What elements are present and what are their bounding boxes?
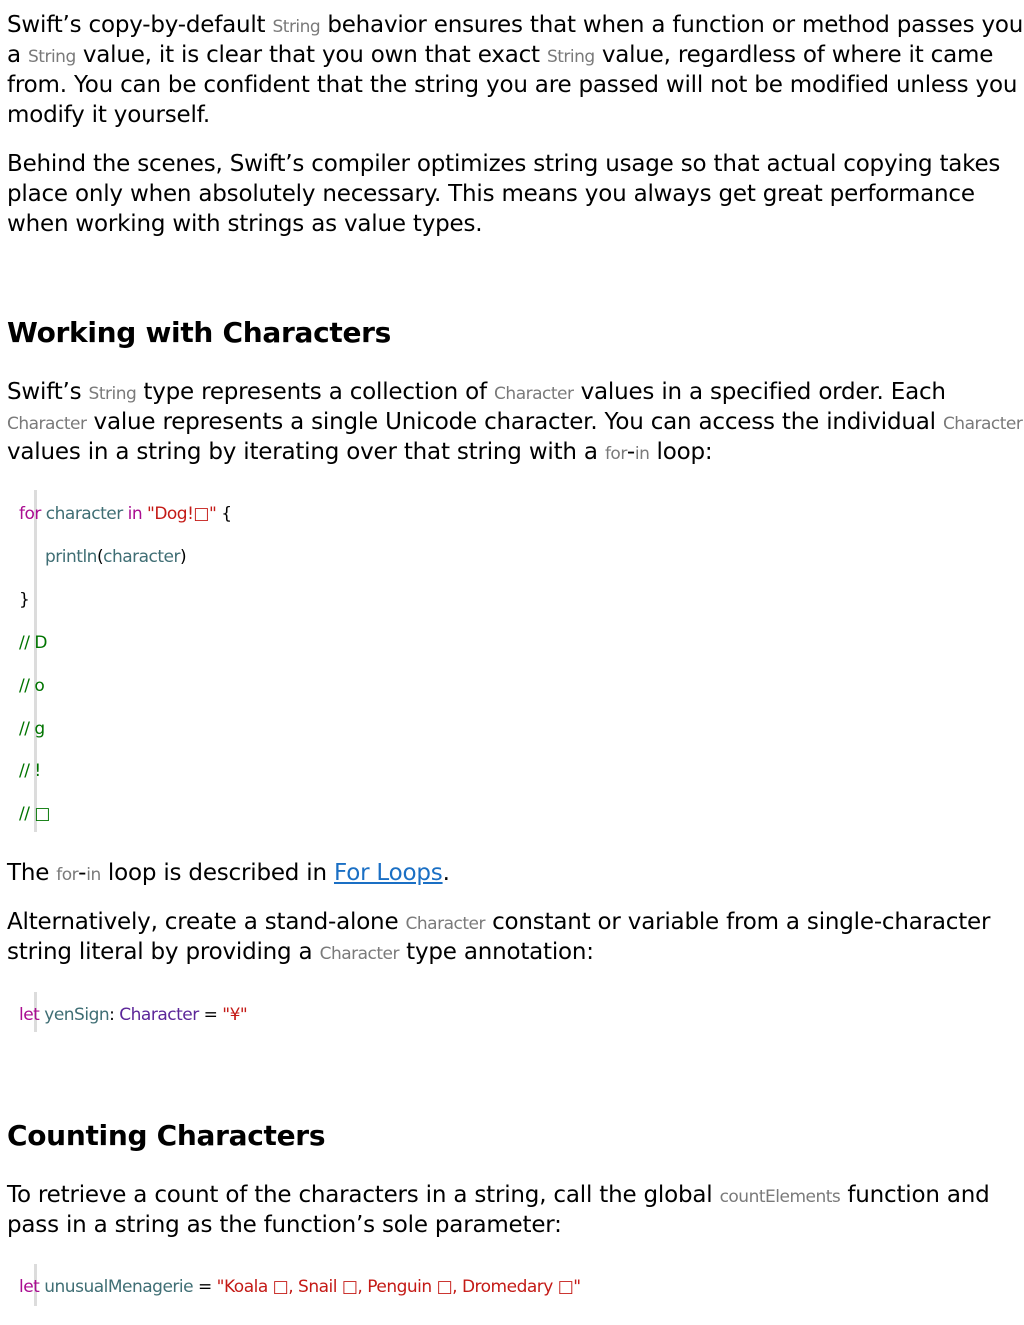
identifier: yenSign [39, 1005, 110, 1025]
section-heading-counting-characters: Counting Characters [7, 1119, 326, 1152]
keyword: let [19, 1005, 40, 1025]
code-comment: // □ [19, 804, 50, 824]
inline-code: in [634, 444, 650, 464]
paragraph-behind-scenes: Behind the scenes, Swift’s compiler optimizes string usage so that actual copying takes [7, 151, 1001, 177]
keyword: in [127, 504, 143, 524]
operator: = [193, 1277, 217, 1297]
text: Alternatively, create a stand-alone [7, 909, 406, 935]
type-name: Character [119, 1005, 199, 1025]
inline-code: for [604, 444, 627, 464]
code-comment: // D [19, 633, 47, 653]
for-loops-link[interactable]: For Loops [333, 860, 443, 886]
identifier: unusualMenagerie [39, 1277, 194, 1297]
punctuation: { [216, 504, 232, 524]
paragraph-stand-alone-character-line2 [7, 937, 594, 969]
text: Swift’s [7, 379, 89, 405]
paragraph-count-elements-line2: pass in a string as the function’s sole parameter: [7, 1212, 562, 1238]
inline-code: String [546, 47, 595, 67]
text: value, it is clear that you own that exact [75, 42, 547, 68]
code-comment: // g [19, 719, 45, 739]
function-name: println [45, 547, 97, 567]
code-comment: // ! [19, 761, 41, 781]
paragraph-for-in-loop [7, 858, 450, 890]
inline-code: Character [405, 914, 485, 934]
inline-code: String [88, 384, 137, 404]
inline-code: for [56, 865, 79, 885]
string-literal: "Koala □, Snail □, Penguin □, Dromedary □" [216, 1277, 581, 1297]
paragraph-copy-by-default-line2 [7, 40, 993, 72]
text: function and [840, 1182, 990, 1208]
inline-code: Character [942, 414, 1023, 434]
code-line [19, 1004, 247, 1026]
string-literal: "¥" [222, 1005, 248, 1025]
keyword: for [19, 504, 41, 524]
inline-code: String [272, 17, 321, 37]
inline-code: Character [7, 414, 87, 434]
text: To retrieve a count of the characters in a string, call the global [7, 1182, 720, 1208]
text: - [78, 860, 87, 886]
text: - [626, 439, 635, 465]
text: value represents a single Unicode character. You can access the individual [86, 409, 943, 435]
identifier: character [40, 504, 128, 524]
text: The [7, 860, 57, 886]
paragraph-behind-scenes-line2: place only when absolutely necessary. This means you always get great performance [7, 181, 975, 207]
identifier: character [103, 547, 180, 567]
section-heading-working-with-characters: Working with Characters [7, 316, 392, 349]
text: value, regardless of where it came [594, 42, 994, 68]
inline-code: Character [319, 944, 400, 964]
paragraph-copy-by-default-line3: from. You can be confident that the string you are passed will not be modified unless you [7, 72, 1018, 98]
text: loop is described in [100, 860, 334, 886]
inline-code: String [28, 47, 76, 67]
text: values in a specified order. Each [573, 379, 946, 405]
text: string literal by providing a [7, 939, 320, 965]
paragraph-copy-by-default-line4: modify it yourself. [7, 102, 210, 128]
keyword: let [19, 1277, 40, 1297]
punctuation: ) [180, 547, 187, 567]
inline-code: countElements [719, 1187, 841, 1207]
punctuation: : [109, 1005, 120, 1025]
text: type annotation: [399, 939, 594, 965]
paragraph-stand-alone-character [7, 907, 990, 939]
paragraph-copy-by-default [7, 10, 1023, 42]
text: behavior ensures that when a function or method passes you [320, 12, 1024, 38]
code-line [45, 546, 186, 568]
paragraph-count-elements [7, 1180, 990, 1212]
text: type represents a collection of [136, 379, 495, 405]
string-literal: "Dog!□" [142, 504, 217, 524]
paragraph-characters [7, 377, 946, 409]
text: constant or variable from a single-character [484, 909, 991, 935]
code-line [19, 503, 232, 525]
inline-code: Character [494, 384, 574, 404]
code-comment: // o [19, 676, 45, 696]
paragraph-characters-line2 [7, 407, 1022, 439]
punctuation: ( [96, 547, 104, 567]
text: values in a string by iterating over that string with a [7, 439, 605, 465]
paragraph-behind-scenes-line3: when working with strings as value types. [7, 211, 483, 237]
code-line: } [19, 590, 30, 610]
operator: = [198, 1005, 223, 1025]
text: . [442, 860, 450, 886]
text: Swift’s copy-by-default [7, 12, 273, 38]
inline-code: in [86, 865, 101, 885]
code-line [19, 1276, 581, 1298]
text: a [7, 42, 29, 68]
paragraph-characters-line3 [7, 437, 712, 469]
text: loop: [649, 439, 713, 465]
